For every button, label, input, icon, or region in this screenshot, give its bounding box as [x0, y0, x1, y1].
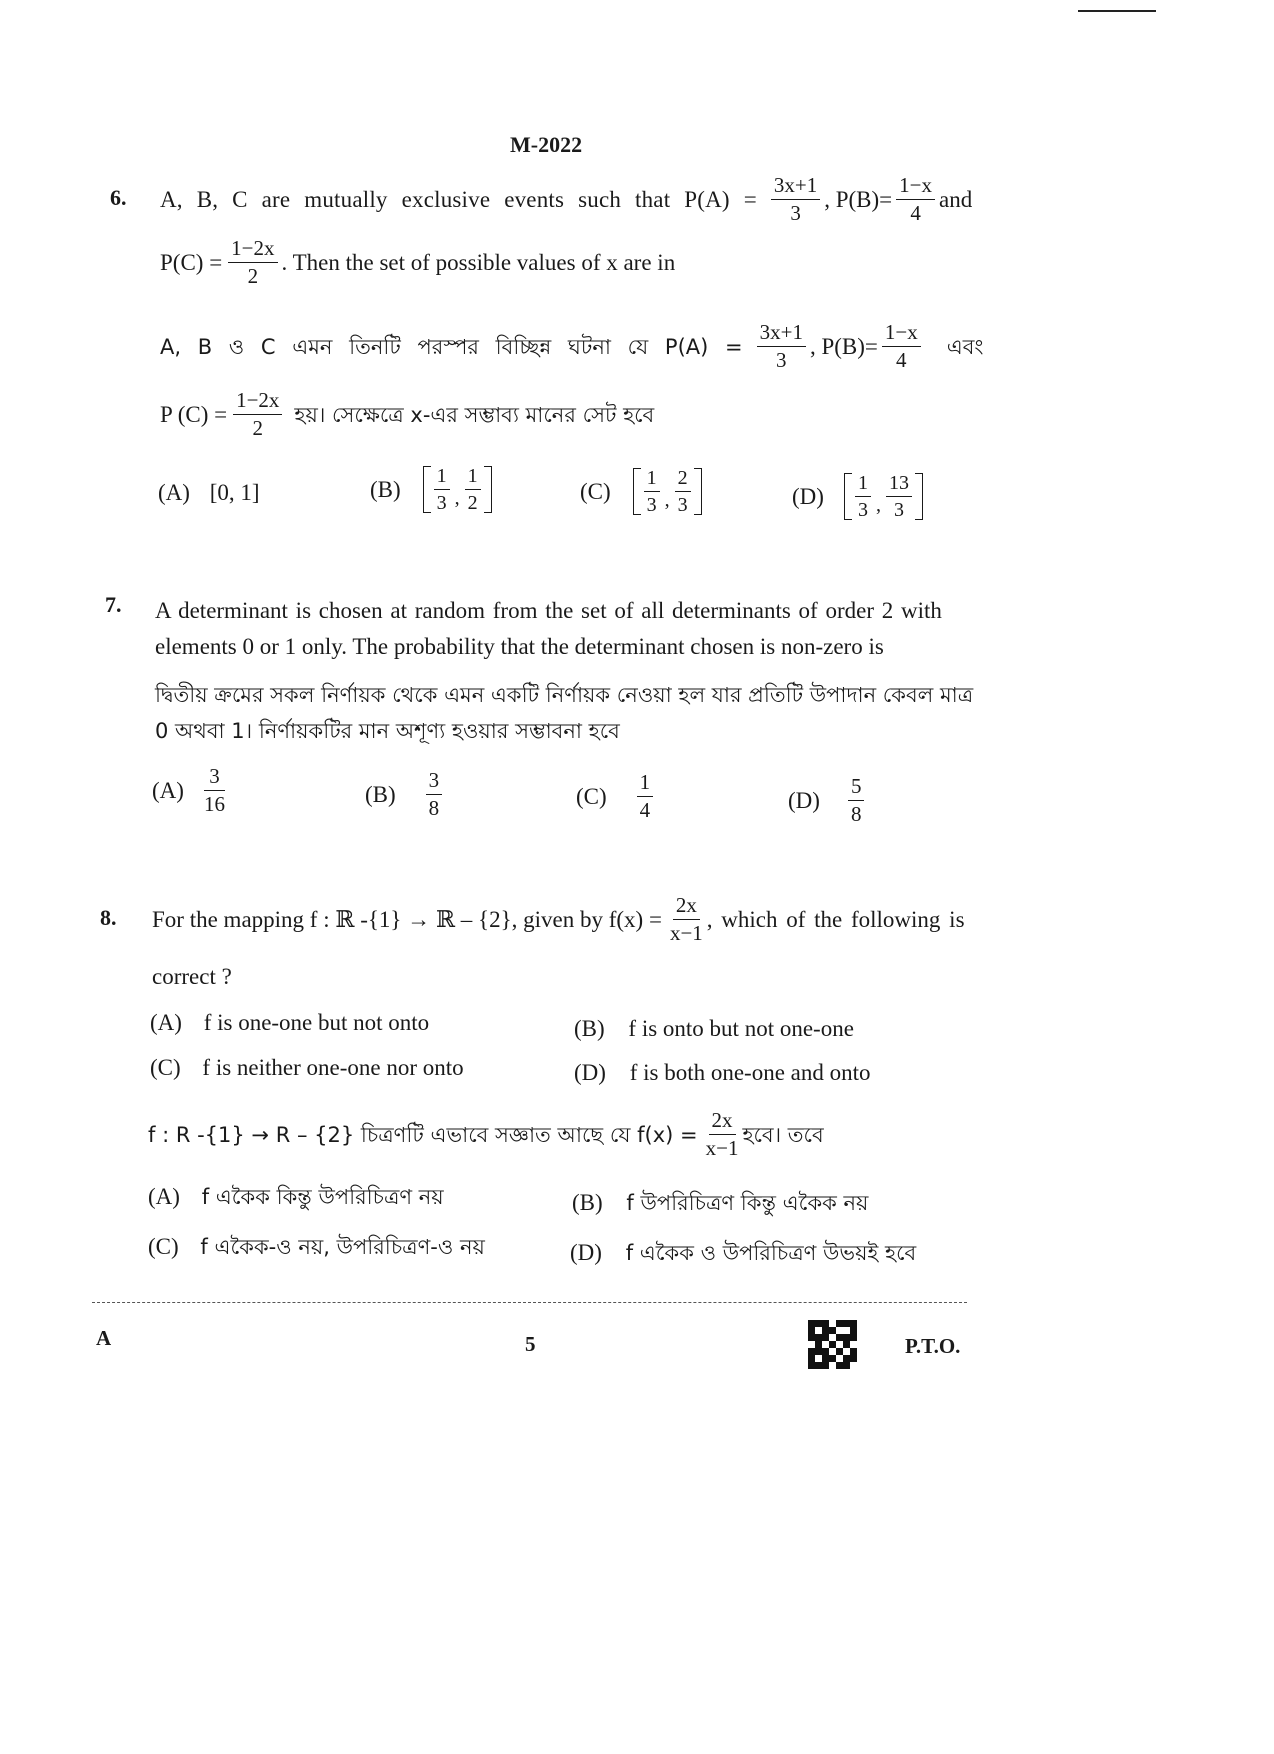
q7-bn-line2: 0 অথবা 1। নির্ণায়কটির মান অশূণ্য হওয়ার সম্ভাবনা হবে: [155, 719, 620, 743]
q6-d-d2: 3: [893, 499, 904, 521]
q8-en-d-text: f is both one-one and onto: [629, 1060, 871, 1085]
q8-en-c-label: (C): [150, 1055, 181, 1080]
q7-option-a: [152, 766, 229, 815]
q8-en-c-text: f is neither one-one nor onto: [202, 1055, 464, 1080]
q6-option-c-interval: [633, 468, 702, 515]
q8-en-option-b: [574, 1014, 854, 1044]
q8-bn-option-a: [148, 1182, 444, 1212]
footer-divider: [92, 1302, 967, 1303]
q6-en-line2-tail: . Then the set of possible values of x are in: [281, 249, 676, 275]
q6-d-n2: 13: [886, 473, 912, 497]
qr-code-icon: [808, 1320, 857, 1369]
q6-option-d: [792, 473, 923, 520]
q8-bn-line-b: হবে। তবে: [742, 1122, 824, 1147]
q8-bn-option-b: [572, 1188, 868, 1218]
top-rule: [1078, 10, 1156, 12]
q6-pa-den: 3: [790, 201, 801, 225]
q6-c-comma: ,: [664, 489, 670, 511]
q8-number: 8.: [100, 905, 117, 930]
q6-en-line2: [160, 238, 675, 287]
q6-option-c: [580, 468, 702, 515]
q6-pc-den: 2: [247, 264, 259, 288]
footer-page-number: 5: [525, 1332, 536, 1356]
q8-bn-line-a: f : R -{1} → R – {2} চিত্রণটি এভাবে সজ্ঞাত আছে যে f(x) =: [148, 1122, 698, 1147]
q6-pa-fraction: [771, 175, 820, 224]
q6-en-line1: [160, 175, 972, 224]
exam-code: M-2022: [510, 132, 583, 157]
q7-en-line2: elements 0 or 1 only. The probability that the determinant chosen is non-zero is: [155, 634, 884, 659]
q8-en-line1-a: For the mapping f : ℝ -{1} → ℝ – {2}, given by f(x) =: [152, 906, 662, 932]
q8-en-b-text: f is onto but not one-one: [628, 1016, 854, 1041]
q8-bn-c-text: f একৈক-ও নয়, উপরিচিত্রণ-ও নয়: [200, 1235, 485, 1259]
q6-b-d2: 2: [467, 492, 478, 514]
q6-d-d1: 3: [857, 499, 868, 521]
q8-en-option-a: [150, 1008, 429, 1038]
q6-option-d-interval: [844, 473, 923, 520]
q7-option-d: [788, 776, 868, 825]
q6-pb-label: , P(B)=: [824, 186, 893, 212]
q8-fx-fraction: [670, 895, 703, 944]
q6-b-comma: ,: [454, 487, 460, 509]
q6-bn-pa-num: 3x+1: [757, 322, 806, 347]
q8-bn-fx-num: 2x: [709, 1110, 736, 1135]
q8-en-line2: correct ?: [152, 964, 232, 989]
q8-en-a-text: f is one-one but not onto: [203, 1010, 430, 1035]
q6-bn-line2: [160, 390, 654, 439]
q7-b-den: 8: [428, 796, 440, 820]
q8-bn-option-c: [148, 1232, 485, 1262]
q6-bn-pb-fraction: [882, 322, 921, 371]
q6-option-b-label: (B): [370, 476, 401, 502]
q6-option-c-label: (C): [580, 478, 611, 504]
q8-bn-a-label: (A): [148, 1184, 180, 1209]
q8-fx-num: 2x: [673, 895, 700, 920]
footer-set: A: [96, 1326, 112, 1350]
q6-bn-pa-den: 3: [776, 348, 787, 372]
q7-option-d-label: (D): [788, 787, 820, 813]
q8-bn-fx-den: x−1: [705, 1136, 739, 1160]
q8-en-d-label: (D): [574, 1060, 606, 1085]
q8-en-option-d: [574, 1058, 871, 1088]
q7-d-den: 8: [850, 802, 862, 826]
q6-d-n1: 1: [855, 473, 871, 497]
q8-bn-d-text: f একৈক ও উপরিচিত্রণ উভয়ই হবে: [625, 1241, 917, 1265]
q6-bn-pb-label: , P(B)=: [809, 333, 878, 359]
q7-option-c-label: (C): [576, 783, 607, 809]
q6-bn-line2-tail: হয়। সেক্ষেত্রে x-এর সম্ভাব্য মানের সেট হবে: [294, 402, 655, 427]
q6-c-d1: 3: [646, 494, 657, 516]
footer-pto: P.T.O.: [905, 1334, 961, 1358]
q6-c-d2: 3: [677, 494, 688, 516]
q6-b-n1: 1: [434, 466, 450, 490]
q8-bn-option-d: [570, 1238, 916, 1268]
q7-number: 7.: [105, 592, 122, 617]
q6-bn-pa-fraction: [757, 322, 806, 371]
q6-bn-pc-fraction: [233, 390, 282, 439]
q7-option-c: [576, 772, 657, 821]
q7-a-num: 3: [209, 764, 220, 788]
q6-bn-pc-den: 2: [252, 416, 263, 440]
q6-bn-and: এবং: [946, 334, 984, 359]
q6-bn-line1-text: A, B ও C এমন তিনটি পরস্পর বিচ্ছিন্ন ঘটনা যে P(A) =: [160, 334, 743, 359]
q7-en-line1: A determinant is chosen at random from the set of all determinants of order 2 with: [155, 598, 942, 623]
q8-bn-a-text: f একৈক কিন্তু উপরিচিত্রণ নয়: [201, 1185, 444, 1209]
q6-bn-pb-den: 4: [896, 348, 907, 372]
q6-bn-line1: [160, 322, 983, 371]
q6-option-b-interval: [423, 466, 492, 513]
q7-a-den: 16: [203, 792, 225, 816]
q7-option-b: [365, 770, 446, 819]
q7-c-den: 4: [639, 798, 651, 822]
q6-pa-num: 3x+1: [771, 175, 820, 200]
q6-b-n2: 1: [465, 466, 481, 490]
q6-c-n2: 2: [675, 468, 691, 492]
q7-c-num: 1: [637, 772, 654, 797]
q6-d-comma: ,: [875, 494, 881, 516]
q7-bn-line1: দ্বিতীয় ক্রমের সকল নির্ণায়ক থেকে এমন একটি নির্ণায়ক নেওয়া হল যার প্রতিটি উপাদান কেবল মাত্র: [155, 683, 974, 707]
q8-bn-line: [148, 1110, 824, 1159]
q8-en-line1-b: , which of the following is: [706, 906, 965, 932]
q6-pc-fraction: [228, 238, 277, 287]
q7-b-num: 3: [426, 770, 443, 795]
q6-b-d1: 3: [436, 492, 447, 514]
q6-option-d-label: (D): [792, 483, 824, 509]
q6-bn-pc-label: P (C) =: [160, 401, 228, 427]
q7-d-num: 5: [848, 776, 865, 801]
q8-bn-d-label: (D): [570, 1240, 602, 1265]
q8-bn-fx-fraction: [706, 1110, 739, 1159]
q6-option-a-label: (A): [158, 480, 190, 505]
q6-pb-den: 4: [910, 201, 921, 225]
q7-option-b-label: (B): [365, 781, 396, 807]
q6-en-line1-text: A, B, C are mutually exclusive events such that P(A) =: [160, 186, 757, 212]
q7-option-a-label: (A): [152, 777, 184, 803]
q8-en-line1: [152, 895, 965, 944]
q6-c-n1: 1: [644, 468, 660, 492]
q8-en-b-label: (B): [574, 1016, 605, 1041]
q6-pb-fraction: [896, 175, 935, 224]
q6-number: 6.: [110, 185, 127, 210]
q8-bn-b-label: (B): [572, 1190, 603, 1215]
q6-and-word: and: [939, 186, 973, 212]
q6-pc-num: 1−2x: [228, 238, 277, 263]
q6-bn-pb-num: 1−x: [882, 322, 921, 347]
q8-fx-den: x−1: [669, 921, 703, 945]
q6-bn-pc-num: 1−2x: [233, 390, 282, 415]
q6-pc-label: P(C) =: [160, 249, 223, 275]
q8-bn-b-text: f উপরিচিত্রণ কিন্তু একৈক নয়: [626, 1191, 869, 1215]
q8-en-a-label: (A): [150, 1010, 182, 1035]
q6-option-b: [370, 466, 492, 513]
q8-bn-c-label: (C): [148, 1234, 179, 1259]
q6-pb-num: 1−x: [896, 175, 935, 200]
q6-option-a: [158, 478, 260, 508]
q8-en-option-c: [150, 1053, 464, 1083]
q6-option-a-value: [0, 1]: [209, 480, 260, 505]
